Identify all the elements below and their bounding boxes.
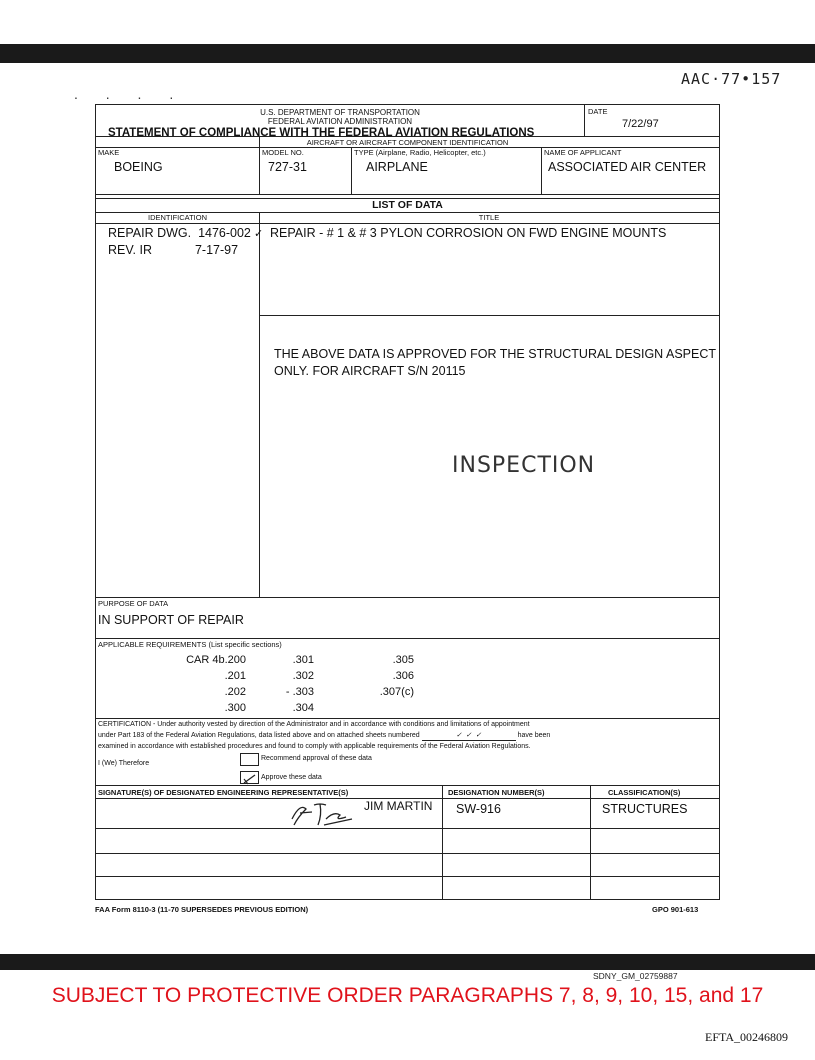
make-label: MAKE [98, 148, 120, 157]
classification-value: STRUCTURES [602, 802, 688, 816]
data-title: REPAIR - # 1 & # 3 PYLON CORROSION ON FWD ENGINE MOUNTS [270, 226, 667, 240]
requirements-column-3: .305 .306 .307(c) [379, 654, 414, 698]
type-label: TYPE (Airplane, Radio, Helicopter, etc.) [354, 148, 486, 157]
identification-label: IDENTIFICATION [147, 213, 208, 222]
bates-number: SDNY_GM_02759887 [593, 971, 678, 981]
agency-line-2: FEDERAL AVIATION ADMINISTRATION [267, 117, 413, 126]
signature-label: SIGNATURE(S) OF DESIGNATED ENGINEERING REPRESENTATIVE(S) [98, 788, 349, 797]
scan-top-bar [0, 44, 815, 63]
model-label: MODEL NO. [262, 148, 304, 157]
model-value: 727-31 [268, 160, 307, 174]
form-title: STATEMENT OF COMPLIANCE WITH THE FEDERAL AVIATION REGULATIONS [108, 127, 535, 139]
gpo-number: GPO 901-613 [652, 905, 699, 914]
scan-bottom-bar [0, 954, 815, 970]
applicant-value: ASSOCIATED AIR CENTER [548, 160, 707, 174]
type-value: AIRPLANE [366, 160, 428, 174]
handwritten-reference: AAC·77•157 [681, 70, 782, 88]
date-value: 7/22/97 [622, 118, 659, 130]
agency-line-1: U.S. DEPARTMENT OF TRANSPORTATION [260, 108, 420, 117]
requirements-label: APPLICABLE REQUIREMENTS (List specific sections) [98, 640, 282, 649]
identification-line-2: REV. IR 7-17-97 [108, 243, 239, 257]
requirements-column-1: CAR 4b.200 .201 .202 .300 [186, 654, 246, 714]
approve-data-label: Approve these data [261, 774, 322, 781]
recommend-approval-checkbox[interactable] [240, 753, 259, 766]
title-label: TITLE [478, 213, 500, 222]
signature-image [286, 799, 358, 829]
purpose-value: IN SUPPORT OF REPAIR [98, 613, 244, 627]
approve-data-checkbox[interactable] [240, 771, 259, 784]
scan-specks: . . . . [74, 86, 186, 102]
date-label: DATE [588, 107, 608, 116]
list-of-data-heading: LIST OF DATA [372, 199, 443, 211]
purpose-label: PURPOSE OF DATA [98, 599, 169, 608]
approval-line-2: ONLY. FOR AIRCRAFT S/N 20115 [274, 364, 466, 378]
protective-order-notice: SUBJECT TO PROTECTIVE ORDER PARAGRAPHS 7, 8, 9, 10, 15, and 17 [51, 984, 764, 1007]
certification-line-3: examined in accordance with established procedures and found to comply with applicable requirements of the Federal Aviation Regulations. [98, 743, 531, 750]
requirements-column-2: .301 .302 - .303 .304 [285, 654, 314, 714]
representative-name: JIM MARTIN [364, 799, 433, 813]
certification-line-1: CERTIFICATION - Under authority vested by direction of the Administrator and in accordance with conditions and limitations of appointment [98, 721, 530, 728]
applicant-label: NAME OF APPLICANT [544, 148, 622, 157]
approval-line-1: THE ABOVE DATA IS APPROVED FOR THE STRUCTURAL DESIGN ASPECT [274, 347, 716, 361]
designation-value: SW-916 [456, 802, 501, 816]
check-mark-icon [241, 774, 258, 785]
faa-form-8110-3 [95, 104, 720, 900]
form-number: FAA Form 8110-3 (11-70 SUPERSEDES PREVIOUS EDITION) [95, 905, 309, 914]
efta-number: EFTA_00246809 [705, 1030, 789, 1044]
certification-line-2: under Part 183 of the Federal Aviation Regulations, data listed above and on attached sheets numbered ✓ ✓ ✓ have been [98, 732, 551, 739]
section-aircraft-identification: AIRCRAFT OR AIRCRAFT COMPONENT IDENTIFICATION [306, 138, 509, 147]
classification-label: CLASSIFICATION(S) [608, 788, 681, 797]
recommend-approval-label: Recommend approval of these data [261, 755, 372, 762]
designation-label: DESIGNATION NUMBER(S) [448, 788, 545, 797]
make-value: BOEING [114, 160, 163, 174]
inspection-stamp: INSPECTION [452, 453, 596, 478]
certification-we-therefore: I (We) Therefore [98, 760, 150, 767]
identification-line-1: REPAIR DWG. 1476-002 ✓ [108, 226, 264, 240]
